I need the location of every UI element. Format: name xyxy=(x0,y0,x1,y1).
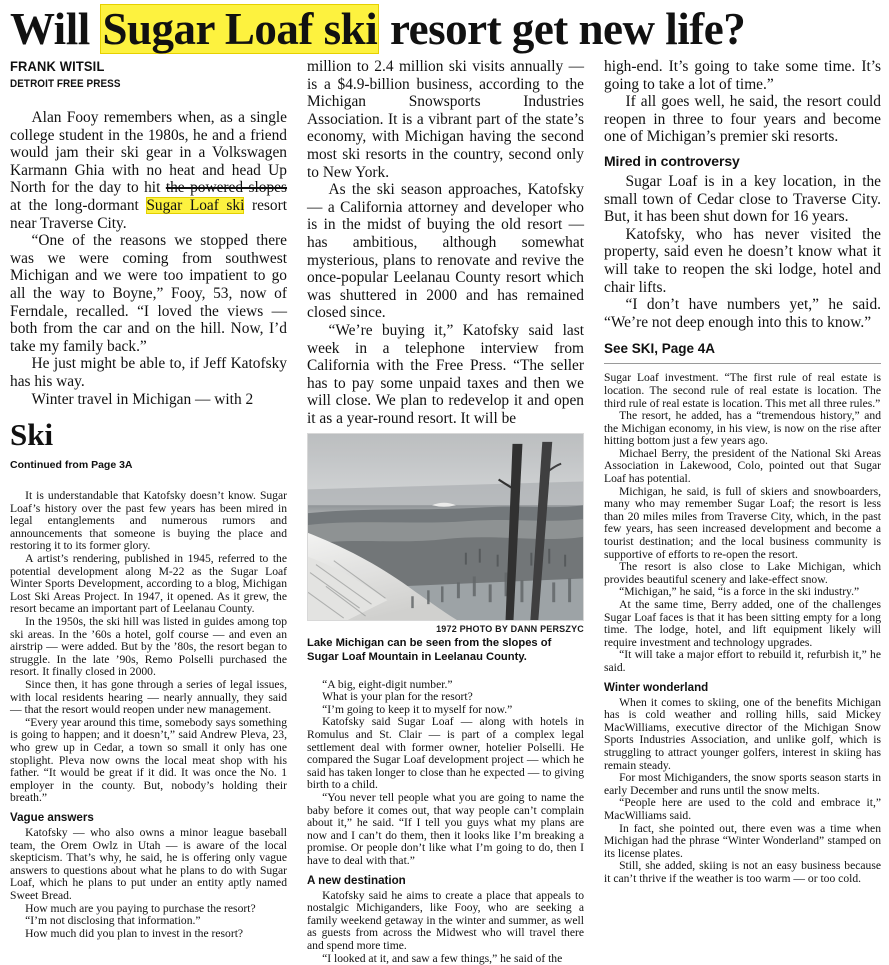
paragraph: Katofsky said Sugar Loaf — along with hotels in Romulus and St. Clair — is part of a complex legal settlement deal with former owner, hotelier Polselli. He compared the Sugar Loaf development project — which he said has taken longer to close than he expected — to giving birth to a child. xyxy=(307,715,584,792)
subhead-mired-in-controversy: Mired in controversy xyxy=(604,152,740,169)
paragraph: The resort, he added, has a “tremendous history,” and the Michigan economy, in his view, is now on the rise after hitting bottom just a few years ago. xyxy=(604,409,881,448)
paragraph: “I’m going to keep it to myself for now.” xyxy=(322,702,513,716)
subhead-a-new-destination: A new destination xyxy=(307,873,406,887)
column-1 xyxy=(10,58,287,965)
paragraph: “I’m not disclosing that information.” xyxy=(25,914,201,928)
paragraph: In fact, she pointed out, there even was a time when Michigan had the phrase “Winter Wonderland” stamped on its license plates. xyxy=(604,821,881,860)
photo-caption: Lake Michigan can be seen from the slopes of Sugar Loaf Mountain in Leelanau County. xyxy=(307,637,552,664)
paragraph: “I looked at it, and saw a few things,” he said of the xyxy=(322,951,563,965)
subhead-vague-answers: Vague answers xyxy=(10,810,94,824)
photo-credit: 1972 PHOTO BY DANN PERSZYC xyxy=(436,624,584,635)
paragraph: “People here are used to the cold and embrace it,” MacWilliams said. xyxy=(604,796,881,822)
paragraph: Since then, it has gone through a series of legal issues, with local residents hearing — nearly annually, they said — that the resort would reopen under new management. xyxy=(10,678,287,717)
column-2 xyxy=(307,58,584,965)
paragraph: million to 2.4 million ski visits annually — is a $4.9-billion business, according to the Michigan Snowsports Industries Association. It is a vibrant part of the state’s economy, with Michigan having the second most ski resorts in the country, second only to New York. xyxy=(307,58,584,181)
see-also-line: See SKI, Page 4A xyxy=(604,341,716,357)
paragraph: When it comes to skiing, one of the benefits Michigan has is cold weather and rolling hills, said Mickey MacWilliams, executive director of the Michigan Snow Sports Industries Association, and unlike golf, which is struggling to attract younger golfers, interest in skiing has remain steady. xyxy=(604,695,881,772)
subhead-winter-wonderland: Winter wonderland xyxy=(604,680,709,694)
headline-highlight: Sugar Loaf ski xyxy=(102,4,378,54)
byline xyxy=(10,58,287,91)
paragraph: “A big, eight-digit number.” xyxy=(322,677,453,691)
paragraph: Michigan, he said, is full of skiers and snowboarders, many who may remember Sugar Loaf; the resort is less than 20 miles miles from Traverse City, which, in the past few years, has seen increased development and become a tourist destination; and the local business community is supportive of efforts to re-open the resort. xyxy=(604,484,881,561)
column-3-lead-body xyxy=(604,58,881,146)
paragraph: “I don’t have numbers yet,” he said. “We’re not deep enough into this to know.” xyxy=(604,296,881,331)
paragraph: Winter travel in Michigan — with 2 xyxy=(31,390,254,408)
column-1-lead-body xyxy=(10,109,287,408)
paragraph: If all goes well, he said, the resort could reopen in three to four years and become one of Michigan’s premier ski resorts. xyxy=(604,93,881,146)
column-2-jump-body-2 xyxy=(307,890,584,965)
struck-text: the powered slopes xyxy=(165,179,288,197)
column-3-jump-body-2 xyxy=(604,697,881,886)
headline-text-after: resort get new life? xyxy=(379,4,746,54)
article-photo xyxy=(307,433,584,621)
photo-block xyxy=(307,433,584,664)
column-3 xyxy=(604,58,881,965)
column-2-lead-body xyxy=(307,58,584,427)
page-title xyxy=(10,4,879,54)
paragraph: How much are you paying to purchase the resort? xyxy=(25,901,256,915)
paragraph: Katofsky said he aims to create a place that appeals to nostalgic Michiganders, like Fooy, who are seeking a family weekend getaway in the winter and summer, as well as guests from across the Midwest who will travel there and spend more time. xyxy=(307,888,584,952)
column-divider-rule xyxy=(604,363,881,364)
paragraph: high-end. It’s going to take some time. It’s going to take a lot of time.” xyxy=(604,58,881,93)
column-3-jump-body xyxy=(604,372,881,674)
paragraph: He just might be able to, if Jeff Katofsky has his way. xyxy=(10,355,287,390)
article-columns xyxy=(10,58,882,965)
jump-headline: Ski xyxy=(10,417,54,453)
paragraph: Katofsky — who also owns a minor league baseball team, the Orem Owlz in Utah — is aware of the local skepticism. That’s why, he said, he is offering only vague answers to questions about what he plans to do with Sugar Loaf, which he plans to put under an entity aptly named Sweet Bread. xyxy=(10,825,287,902)
paragraph: At the same time, Berry added, one of the challenges Sugar Loaf faces is that it has been sitting empty for a long time. The lodge, hotel, and lift equipment likely will require investment and technology upgrades. xyxy=(604,598,881,649)
column-3-lead-body-2 xyxy=(604,173,881,331)
byline-organization: DETROIT FREE PRESS xyxy=(10,78,121,90)
headline-container xyxy=(0,0,889,54)
paragraph: The resort is also close to Lake Michigan, which provides beautiful scenery and lake-effect snow. xyxy=(604,560,881,586)
paragraph: “It will take a major effort to rebuild it, refurbish it,” he said. xyxy=(604,648,881,674)
paragraph: A artist’s rendering, published in 1945, referred to the potential development along M-22 as the Sugar Loaf Winter Sports Development, according to a blog, Michigan Lost Ski Areas Project. In 1947, it opened. As it grew, the resort became an important part of Leelanau County. xyxy=(10,552,287,616)
paragraph-text: at the long-dormant xyxy=(10,196,147,214)
paragraph: As the ski season approaches, Katofsky — a California attorney and developer who is in the midst of buying the old resort — has ambitious, although somewhat mysterious, plans to renovate and revive the once-popular Leelanau County resort which was shuttered in 2000 and has remained closed since. xyxy=(307,181,584,322)
paragraph: “Every year around this time, somebody says something is going to happen; and it doesn’t,” said Andrew Pleva, 23, who grew up in Cedar, a town so small it only has one stoplight. Pleva now owns the local meat shop with his father. “It would be great if it did. It was once the No. 1 employer in the county. But, nobody’s holding their breath.” xyxy=(10,715,287,805)
paragraph: It is understandable that Katofsky doesn’t know. Sugar Loaf’s history over the past few years has been mired in legal entanglements and numerous rumors and announcements that someone is buying the place and restoring it to its former glory. xyxy=(10,489,287,553)
column-1-jump-body xyxy=(10,490,287,805)
byline-author: FRANK WITSIL xyxy=(10,58,105,74)
highlighted-text: Sugar Loaf ski xyxy=(146,196,245,214)
paragraph: Sugar Loaf investment. “The first rule of real estate is location. The second rule of real estate is location. The third rule of real estate is location. This met all three rules.” xyxy=(604,371,881,410)
paragraph: “Michigan,” he said, “is a force in the ski industry.” xyxy=(619,585,860,599)
headline-text-before: Will xyxy=(10,4,101,54)
paragraph: What is your plan for the resort? xyxy=(322,690,473,704)
jump-continued-from: Continued from Page 3A xyxy=(10,459,133,472)
paragraph: Katofsky, who has never visited the property, said even he doesn’t know what it will take to reopen the ski lodge, hotel and chair lifts. xyxy=(604,225,881,296)
paragraph: Still, she added, skiing is not an easy business because it can’t thrive if the weather is too warm — or too cold. xyxy=(604,859,881,885)
paragraph: “You never tell people what you are going to name the baby before it comes out, that way people can’t complain about it,” he said. “If I tell you guys what my plans are now and I can’t do them, then it looks like I’m breaking a promise. Or people don’t like what I’m going to do, then I have to deal with that.” xyxy=(307,791,584,867)
column-1-jump-body-2 xyxy=(10,827,287,940)
paragraph: “We’re buying it,” Katofsky said last week in a telephone interview from California with the Free Press. “The seller has to pay some unpaid taxes and then we will close. We plan to redevelop it and open it as a year-round resort. It will be xyxy=(307,321,584,427)
paragraph: How much did you plan to invest in the resort? xyxy=(25,926,244,940)
paragraph: For most Michiganders, the snow sports season starts in early December and runs until the snow melts. xyxy=(604,771,881,797)
paragraph: Michael Berry, the president of the National Ski Areas Association in Lakewood, Colo, pointed out that Sugar Loaf has potential. xyxy=(604,446,881,486)
paragraph-text: resort near Traverse City. xyxy=(10,196,288,232)
paragraph xyxy=(10,109,287,232)
paragraph-text: Alan Fooy remembers when, as a single college student in the 1980s, he and a friend would jam their ski gear in a Volkswagen Karmann Ghia with no heat and head Up North for the day to hit xyxy=(10,109,287,197)
paragraph: In the 1950s, the ski hill was listed in guides among top ski areas. In the ’60s a hotel, golf course — and even an airstrip — were added. But by the ’80s, the resort began to struggle. In the late ’90s, Remo Polselli purchased the resort. It finally closed in 2000. xyxy=(10,615,287,679)
paragraph: “One of the reasons we stopped there was we were coming from southwest Michigan and we were too impatient to go all the way to Boyne,” Fooy, 53, now of Ferndale, recalled. “I loved the views — both from the car and on the hill. Now, I’d take my family back.” xyxy=(10,232,287,355)
paragraph: Sugar Loaf is in a key location, in the small town of Cedar close to Traverse City. But, it has been shut down for 16 years. xyxy=(604,172,881,226)
column-2-jump-body xyxy=(307,679,584,868)
